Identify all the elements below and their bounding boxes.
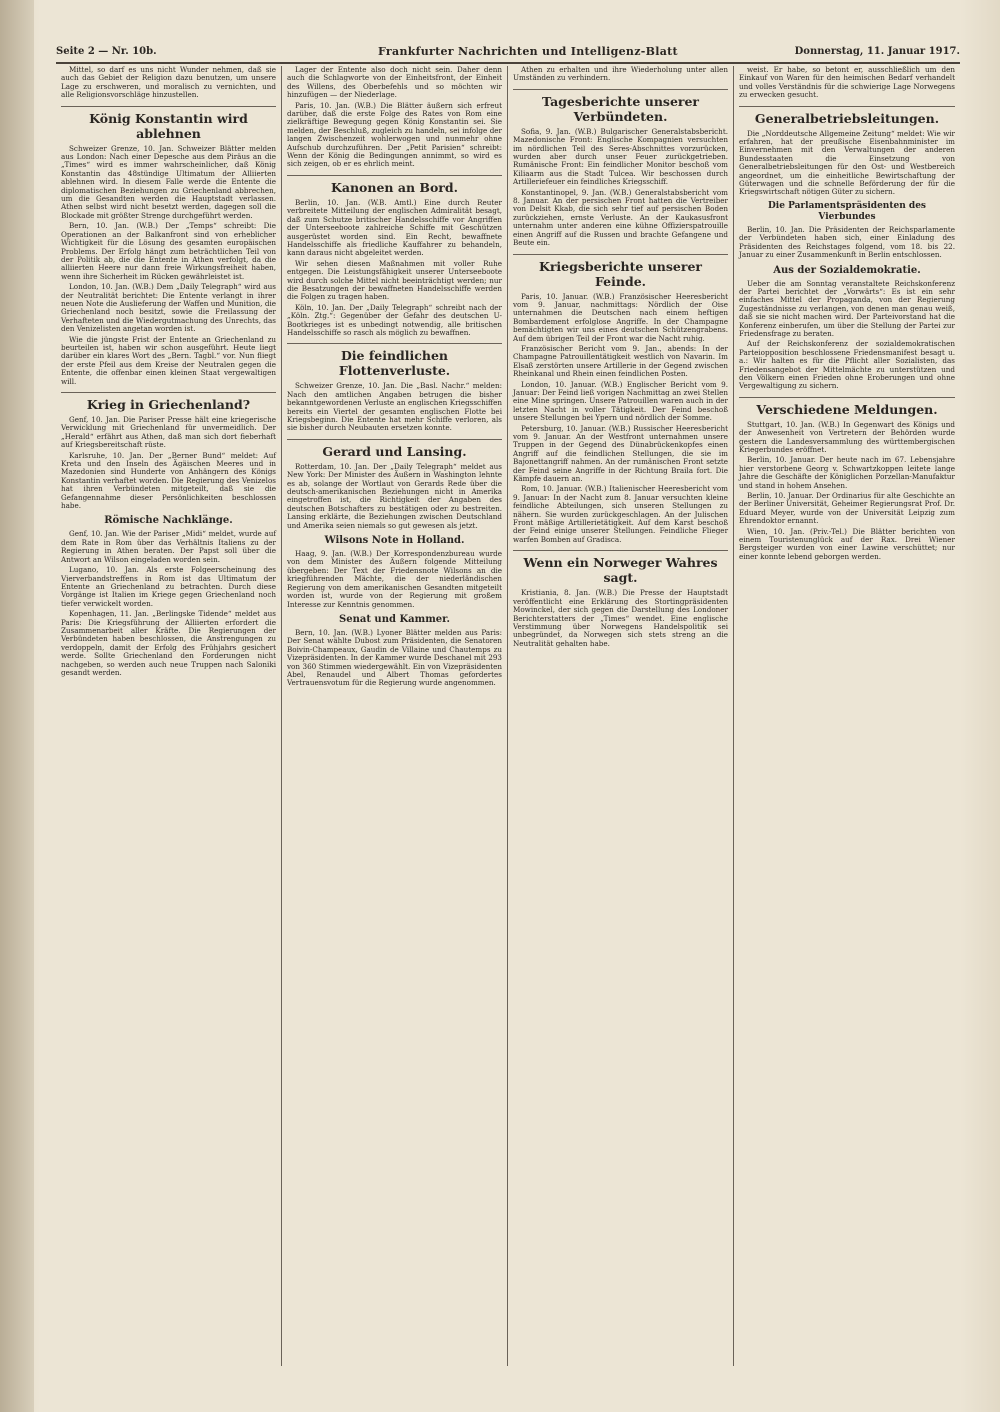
article-text: Athen zu erhalten und ihre Wiederholung unter allen Umständen zu verhindern. (513, 66, 728, 83)
column-4 (734, 66, 960, 1366)
article-text: Petersburg, 10. Januar. (W.B.) Russischer Heeresbericht vom 9. Januar. An der Westfront unternahmen unsere Truppen in der Gegend des Dünabrückenkopfes einen Angriff auf die feindlichen Stellungen, die sie im Bajonettangriff nahmen. An der rumänischen Front setzte der Feind seine Angriffe in der Richtung Braila fort. Die Kämpfe dauern an. (513, 423, 728, 484)
article-text: Kopenhagen, 11. Jan. „Berlingske Tidende“ meldet aus Paris: Die Kriegsführung der Alliierten erfordert die Zusammenarbeit aller Kräfte. Die Regierungen der Verbündeten haben beschlossen, die Anstrengungen zu verdoppeln, damit der Erfolg des Frühjahrs gesichert werde. Sollte Griechenland den Forderungen nicht nachgeben, so werden auch neue Truppen nach Saloniki gesandt werden. (61, 609, 276, 677)
article-text: Bern, 10. Jan. (W.B.) Der „Temps“ schreibt: Die Operationen an der Balkanfront sind von erheblicher Wichtigkeit für die Lösung des gesamten europäischen Problems. Der Erfolg hängt zum beträchtlichen Teil von der Politik ab, die die Entente in Athen verfolgt, da die alliierten Heere nur dann freie Wirkungsfreiheit haben, wenn ihre Sicherheit im Rücken gewährleistet ist. (61, 221, 276, 281)
article-text: Rotterdam, 10. Jan. Der „Daily Telegraph“ meldet aus New York: Der Minister des Äußern in Washington lehnte es ab, solange der Wortlaut von Gerards Rede über die deutsch-amerikanischen Beziehungen nicht in Amerika eingetroffen ist, die Richtigkeit der Angaben des deutschen Botschafters zu bestätigen oder zu bestreiten. Lansing erklärte, die Beziehungen zwischen Deutschland und Amerika seien niemals so gut gewesen als jetzt. (287, 461, 502, 530)
article-text: Berlin, 10. Januar. Der heute nach im 67. Lebensjahre hier verstorbene Georg v. Schwartzkoppen leitete lange Jahre die Geschäfte der Königlichen Porzellan-Manufaktur und stand in hohem Ansehen. (739, 455, 955, 490)
article-text: Berlin, 10. Jan. (W.B. Amtl.) Eine durch Reuter verbreitete Mitteilung der englischen Admiralität besagt, daß zum Schutze britischer Handelsschiffe vor Angriffen der Unterseeboote zahlreiche Schiffe mit Geschützen ausgerüstet worden sind. Ein Recht, bewaffnete Handelsschiffe als friedliche Kauffahrer zu behandeln, kann daraus nicht abgeleitet werden. (287, 197, 502, 258)
article-text: Genf, 10. Jan. Wie der Pariser „Midi“ meldet, wurde auf dem Rate in Rom über das Verhältnis Italiens zu der Regierung in Athen beraten. Der Papst soll über die Antwort an Wilson eingeladen worden sein. (61, 529, 276, 564)
column-2 (282, 66, 508, 1366)
headline-verschiedene-meldungen: Verschiedene Meldungen. (739, 397, 955, 417)
issue-date: Donnerstag, 11. Januar 1917. (794, 46, 960, 57)
article-text: Schweizer Grenze, 10. Jan. Schweizer Blätter melden aus London: Nach einer Depesche aus dem Piräus an die „Times“ wird es immer wahrscheinlicher, daß König Konstantin das 48stündige Ultimatum der Alliierten ablehnen wird. In diesem Falle werde die Entente die diplomatischen Beziehungen zu Griechenland abbrechen, um die Gesandten werden die Hauptstadt verlassen. Athen selbst wird nicht besetzt werden, dagegen soll die Blockade mit größter Strenge durchgeführt werden. (61, 143, 276, 220)
article-text: Auf der Reichskonferenz der sozialdemokratischen Parteiopposition beschlossene Friedensmanifest besagt u. a.: Wir halten es für die Pflicht aller Sozialisten, das Friedensangebot der Mittelmächte zu unterstützen und den Völkern einen Frieden ohne Eroberungen und ohne Vergewaltigung zu sichern. (739, 339, 955, 391)
headline-konstantin: König Konstantin wird ablehnen (61, 106, 276, 141)
article-text: Lager der Entente also doch nicht sein. Daher denn auch die Schlagworte von der Einheitsfront, der Einheit des Willens, des Oberbefehls und so möchten wir hinzufügen — der Niederlage. (287, 66, 502, 100)
headline-tagesberichte: Tagesberichte unserer Verbündeten. (513, 89, 728, 124)
headline-senat-kammer: Senat und Kammer. (339, 613, 450, 625)
article-text: Paris, 10. Januar. (W.B.) Französischer Heeresbericht vom 9. Januar, nachmittags: Nördlich der Oise unternahmen die Deutschen nach einem heftigen Bombardement erfolglose Angriffe. In der Champagne bemächtigten wir uns eines deutschen Schützengrabens. Auf dem übrigen Teil der Front war die Nacht ruhig. (513, 291, 728, 343)
article-text: Ueber die am Sonntag veranstaltete Reichskonferenz der Partei berichtet der „Vorwärts“: Es ist ein sehr einfaches Mittel der Propaganda, von der Regierung Zugeständnisse zu verlangen, von denen man genau weiß, daß sie sie nicht machen wird. Der Parteivorstand hat die Konferenz einberufen, um über die Stellung der Partei zur Friedensfrage zu beraten. (739, 278, 955, 338)
article-text: Wir sehen diesen Maßnahmen mit voller Ruhe entgegen. Die Leistungsfähigkeit unserer Unterseeboote wird durch solche Mittel nicht beeinträchtigt werden; nur die Besatzungen der bewaffneten Handelsschiffe werden die Folgen zu tragen haben. (287, 258, 502, 302)
article-text: Mittel, so darf es uns nicht Wunder nehmen, daß sie auch das Gebiet der Religion dazu benutzen, um unsere Lage zu erschweren, und moralisch zu vernichten, und alle Religionsvorschläge hinzustellen. (61, 66, 276, 100)
article-text: Genf, 10. Jan. Die Pariser Presse hält eine kriegerische Verwicklung mit Griechenland für unvermeidlich. Der „Herald“ erfährt aus Athen, daß man sich dort fieberhaft auf Kriegsbereitschaft rüste. (61, 415, 276, 450)
article-text: Wie die jüngste Frist der Entente an Griechenland zu beurteilen ist, haben wir schon ausgeführt. Heute liegt darüber ein klares Wort des „Bern. Tagbl.“ vor. Nun fliegt der erste Pfeil aus dem Kreise der Neutralen gegen die Entente, die offenbar einen kleinen Staat vergewaltigen will. (61, 334, 276, 386)
headline-norweger: Wenn ein Norweger Wahres sagt. (513, 550, 728, 585)
article-text: Französischer Bericht vom 9. Jan., abends: In der Champagne Patrouillentätigkeit westlich von Navarin. Im Elsaß zerstörten unsere Artillerie in der Gegend zwischen Rheinkanal und Rhein einen feindlichen Posten. (513, 343, 728, 379)
binding-spine (0, 0, 34, 1412)
article-text: Wien, 10. Jan. (Priv.-Tel.) Die Blätter berichten von einem Touristenunglück auf der Rax. Drei Wiener Bergsteiger wurden von einer Lawine verschüttet; nur einer konnte lebend geborgen werden. (739, 526, 955, 561)
article-text: Lugano, 10. Jan. Als erste Folgeerscheinung des Vierverbandstreffens in Rom ist das Ultimatum der Entente an Griechenland zu betrachten. Durch diese Vorgänge ist Italien im Kriege gegen Griechenland noch tiefer verwickelt worden. (61, 565, 276, 608)
column-1 (56, 66, 282, 1366)
masthead: Frankfurter Nachrichten und Intelligenz-Blatt (378, 45, 678, 58)
article-text: Stuttgart, 10. Jan. (W.B.) In Gegenwart des Königs und der Anwesenheit von Vertretern der Behörden wurde gestern die Landesversammlung des württembergischen Kriegerbundes eröffnet. (739, 419, 955, 454)
article-text: Die „Norddeutsche Allgemeine Zeitung“ meldet: Wie wir erfahren, hat der preußische Eisenbahnminister im Einvernehmen mit den Verwaltungen der anderen Bundesstaaten die Einsetzung von Generalbetriebsleitungen für den Ost- und Westbereich angeordnet, um die einheitliche Bewirtschaftung der Güterwagen und die schnelle Beförderung der für die Kriegswirtschaft nötigen Güter zu sichern. (739, 128, 955, 197)
headline-generalbetriebsleitungen: Generalbetriebsleitungen. (739, 106, 955, 126)
article-text: Köln, 10. Jan. Der „Daily Telegraph“ schreibt nach der „Köln. Ztg.“: Gegenüber der Gefahr des deutschen U-Bootkrieges ist es unbedingt notwendig, alle britischen Handelsschiffe so rasch als möglich zu bewaffnen. (287, 302, 502, 337)
article-text: London, 10. Januar. (W.B.) Englischer Bericht vom 9. Januar: Der Feind ließ vorigen Nachmittag an zwei Stellen eine Mine springen. Unsere Patrouillen waren auch in der letzten Nacht in voller Tätigkeit. Der Feind beschoß unsere Stellungen bei Ypern und nördlich der Somme. (513, 379, 728, 423)
headline-roemische-nachklaenge: Römische Nachklänge. (104, 515, 233, 527)
headline-kriegsberichte-feinde: Kriegsberichte unserer Feinde. (513, 254, 728, 289)
page-number: Seite 2 — Nr. 10b. (56, 46, 157, 57)
headline-gerard-lansing: Gerard und Lansing. (287, 439, 502, 459)
page-header (56, 42, 960, 64)
article-text: Kristiania, 8. Jan. (W.B.) Die Presse der Hauptstadt veröffentlicht eine Erklärung des Stortingpräsidenten Mowinckel, der sich gegen die Darstellung des Londoner Berichterstatters der „Times“ wendet. Eine englische Verstimmung über Norwegens Handelspolitik sei unbegründet, da Norwegen sich stets streng an die Neutralität gehalten habe. (513, 588, 728, 648)
article-text: Karlsruhe, 10. Jan. Der „Berner Bund“ meldet: Auf Kreta und den Inseln des Ägäischen Meeres und in Mazedonien sind Hunderte von Anhängern des Königs Konstantin verhaftet worden. Die Regierung des Venizelos hat ihren Verbündeten mitgeteilt, daß sie die Gefangennahme dieser Persönlichkeiten beschlossen habe. (61, 450, 276, 511)
article-text: weist. Er habe, so betont er, ausschließlich um den Einkauf von Waren für den heimischen Bedarf verhandelt und volles Verständnis für die schwierige Lage Norwegens zu erwecken gesucht. (739, 66, 955, 100)
headline-krieg-griechenland: Krieg in Griechenland? (61, 392, 276, 412)
headline-flottenverluste: Die feindlichen Flottenverluste. (287, 343, 502, 378)
headline-parlamentspraesidenten: Die Parlamentspräsidenten des Vierbundes (767, 200, 926, 222)
article-text: Berlin, 10. Jan. Die Präsidenten der Reichsparlamente der Verbündeten haben sich, einer Einladung des Präsidenten des Reichstages folgend, vom 18. bis 22. Januar zu einer Zusammenkunft in Berlin entschlossen. (739, 224, 955, 260)
article-text: London, 10. Jan. (W.B.) Dem „Daily Telegraph“ wird aus der Neutralität berichtet: Die Entente verlangt in ihrer neuen Note die Auslieferung der Waffen und Munition, die Griechenland noch besitzt, sowie die Freilassung der Verhafteten und die Wiedergutmachung des Unrechts, das den Venizelisten angetan worden ist. (61, 282, 276, 334)
article-text: Rom, 10. Januar. (W.B.) Italienischer Heeresbericht vom 9. Januar: In der Nacht zum 8. Januar versuchten kleine feindliche Abteilungen, sich unseren Stellungen zu nähern. Sie wurden zurückgeschlagen. An der Julischen Front mäßige Artillerietätigkeit. Auf dem Karst beschoß der Feind einige unserer Stellungen. Feindliche Flieger warfen Bomben auf Gradisca. (513, 484, 728, 544)
article-text: Paris, 10. Jan. (W.B.) Die Blätter äußern sich erfreut darüber, daß die erste Folge des Rates von Rom eine zielkräftige Bewegung gegen König Konstantin sei. Sie melden, der Beschluß, zugleich zu handeln, sei infolge der langen Zwischenzeit wohlerwogen und nunmehr ohne Aufschub durchzuführen. Der „Petit Parisien“ schreibt: Wenn der König die Bedingungen annimmt, so wird es sich zeigen, ob er es ehrlich meint. (287, 100, 502, 169)
columns (56, 66, 960, 1366)
article-text: Bern, 10. Jan. (W.B.) Lyoner Blätter melden aus Paris: Der Senat wählte Dubost zum Präsidenten, die Senatoren Boivin-Champeaux, Gaudin de Villaine und Chautemps zu Vizepräsidenten. In der Kammer wurde Deschanel mit 293 von 360 Stimmen wiedergewählt. Ein von Vizepräsidenten Abel, Renaudel und Albert Thomas gefordertes Vertrauensvotum für die Regierung wurde angenommen. (287, 627, 502, 688)
article-text: Konstantinopel, 9. Jan. (W.B.) Generalstabsbericht vom 8. Januar. An der persischen Front hatten die Vertreiber von Delsit Kkab, die sich sehr tief auf persischen Boden zurückziehen, ernste Verluste. An der Kaukasusfront unternahm unter anderen eine kühne Offizierspatrouille einen Angriff auf die Russen und brachte Gefangene und Beute ein. (513, 187, 728, 248)
article-text: Haag, 9. Jan. (W.B.) Der Korrespondenzbureau wurde von dem Minister des Äußern folgende Mitteilung übergeben: Der Text der Friedensnote Wilsons an die kriegführenden Mächte, die der niederländischen Regierung von dem amerikanischen Gesandten mitgeteilt worden ist, wurde von der Regierung mit großem Interesse zur Kenntnis genommen. (287, 549, 502, 609)
headline-kanonen-an-bord: Kanonen an Bord. (287, 175, 502, 195)
headline-wilsons-note: Wilsons Note in Holland. (324, 535, 465, 547)
headline-sozialdemokratie: Aus der Sozialdemokratie. (773, 264, 921, 276)
article-text: Berlin, 10. Januar. Der Ordinarius für alte Geschichte an der Berliner Universität, Geheimer Regierungsrat Prof. Dr. Eduard Meyer, wurde von der Universität Leipzig zum Ehrendoktor ernannt. (739, 491, 955, 526)
column-3 (508, 66, 734, 1366)
article-text: Sofia, 9. Jan. (W.B.) Bulgarischer Generalstabsbericht. Mazedonische Front: Englische Kompagnien versuchten im nördlichen Teil des Seres-Abschnittes vorzurücken, wurden aber durch unser Feuer zurückgetrieben. Rumänische Front: Ein feindlicher Monitor beschoß vom Kiliaarm aus die Stadt Tulcea. Wir beschossen durch Artilleriefeuer ein feindliches Kriegsschiff. (513, 126, 728, 187)
article-text: Schweizer Grenze, 10. Jan. Die „Basl. Nachr.“ melden: Nach den amtlichen Angaben betrugen die bisher bekanntgewordenen Verluste an englischen Kriegsschiffen bereits ein Viertel der gesamten englischen Flotte bei Kriegsbeginn. Die Entente hat mehr Schiffe verloren, als sie bisher durch Neubauten ersetzen konnte. (287, 381, 502, 433)
